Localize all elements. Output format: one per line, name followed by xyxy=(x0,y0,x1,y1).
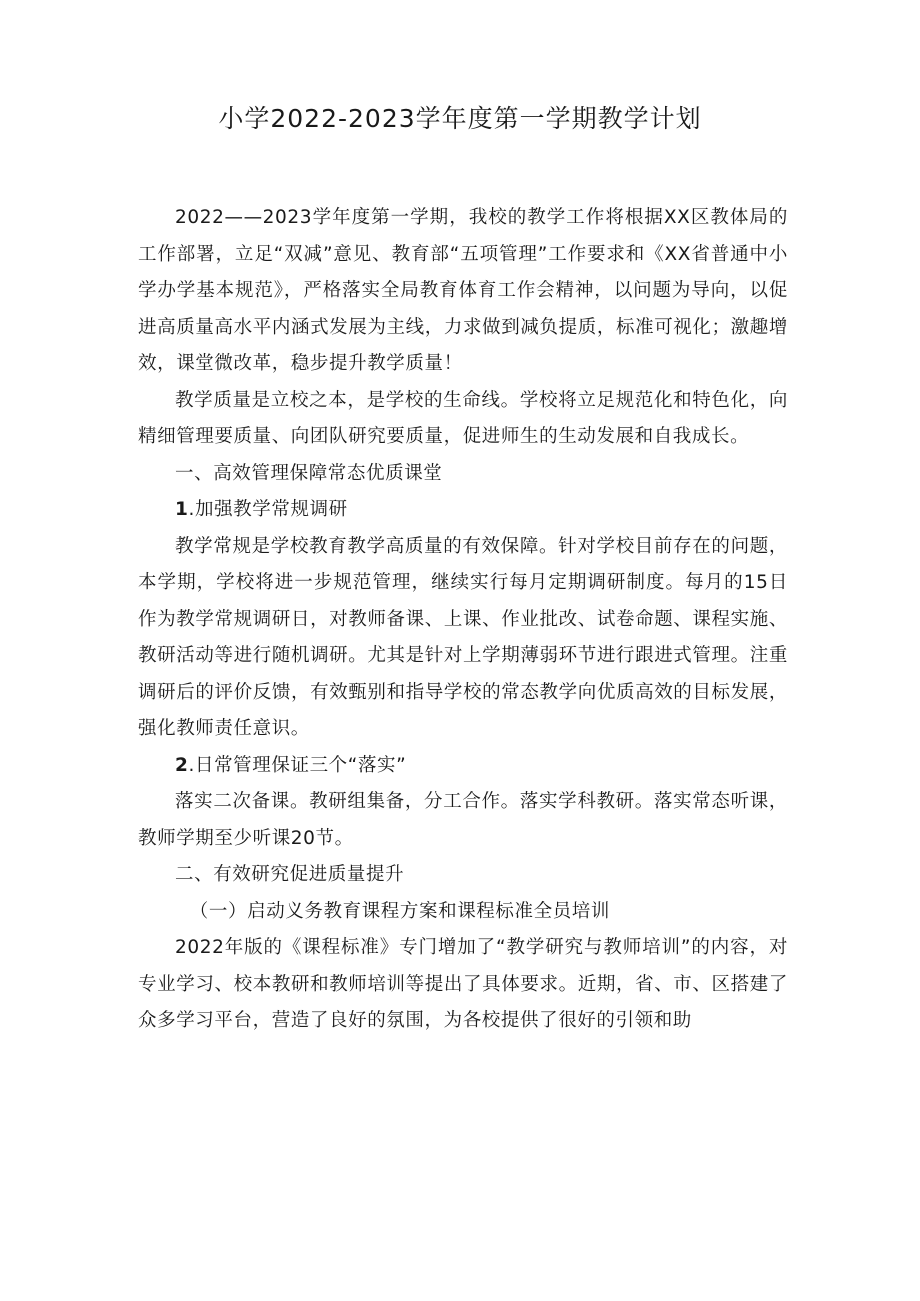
section1-heading: 一、高效管理保障常态优质课堂 xyxy=(175,462,443,484)
section1-item1-title: .加强教学常规调研 xyxy=(188,499,348,520)
section1-item2-heading xyxy=(138,748,788,785)
document-body xyxy=(138,200,788,1040)
section1-item2-number: 2 xyxy=(175,754,189,776)
section1-item1-number: 1 xyxy=(175,499,189,520)
quality-paragraph: 教学质量是立校之本，是学校的生命线。学校将立足规范化和特色化，向精细管理要质量、向团队研究要质量，促进师生的生动发展和自我成长。 xyxy=(138,389,788,447)
document-title: 小学2022-2023学年度第一学期教学计划 xyxy=(218,104,702,133)
section1-item2-title: .日常管理保证三个“落实” xyxy=(188,754,407,776)
section2-sub1-heading: （一）启动义务教育课程方案和课程标准全员培训 xyxy=(189,900,610,922)
section1-item2-paragraph: 落实二次备课。教研组集备，分工合作。落实学科教研。落实常态听课，教师学期至少听课20节。 xyxy=(138,791,788,849)
section1-item1-heading xyxy=(138,492,788,529)
section2-sub1-paragraph: 2022年版的《课程标准》专门增加了“教学研究与教师培训”的内容，对专业学习、校本教研和教师培训等提出了具体要求。近期，省、市、区搭建了众多学习平台，营造了良好的氛围，为各校提供了很好的引领和助 xyxy=(138,937,788,1031)
section2-heading: 二、有效研究促进质量提升 xyxy=(175,864,405,885)
intro-paragraph: 2022——2023学年度第一学期，我校的教学工作将根据XX区教体局的工作部署，立足“双减”意见、教育部“五项管理”工作要求和《XX省普通中小学办学基本规范》，严格落实全局教育体育工作会精神，以问题为导向，以促进高质量高水平内涵式发展为主线，力求做到减负提质，标准可视化；激趣增效，课堂微改革，稳步提升教学质量！ xyxy=(138,207,788,374)
section1-item1-paragraph: 教学常规是学校教育教学高质量的有效保障。针对学校目前存在的问题，本学期，学校将进一步规范管理，继续实行每月定期调研制度。每月的15日作为教学常规调研日，对教师备课、上课、作业批改、试卷命题、课程实施、教研活动等进行随机调研。尤其是针对上学期薄弱环节进行跟进式管理。注重调研后的评价反馈，有效甄别和指导学校的常态教学向优质高效的目标发展，强化教师责任意识。 xyxy=(138,535,788,739)
